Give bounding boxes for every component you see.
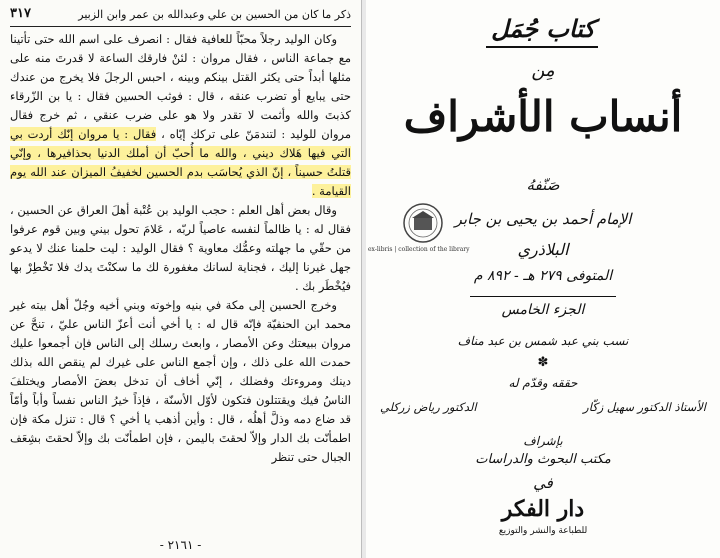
book-label: كتاب جُمَل <box>491 14 595 43</box>
death-date: المتوفى ٢٧٩ هـ - ٨٩٢ م <box>473 268 613 284</box>
supervision-label: بإشراف <box>523 434 563 448</box>
publisher-tagline: للطباعة والنشر والتوزيع <box>498 526 588 536</box>
research-office: مكتب البحوث والدراسات <box>475 452 611 467</box>
title-page <box>366 0 720 558</box>
running-head <box>10 6 351 24</box>
editor-2: الدكتور رياض زركلي <box>380 400 477 414</box>
from-label: مِن <box>531 60 555 81</box>
author-name: الإمام أحمد بن يحيى بن جابر <box>454 210 632 228</box>
edited-by-label: حققه وقدّم له <box>508 376 578 390</box>
in-label: في <box>533 474 553 492</box>
page-number-bottom: - ٢١٦١ - <box>159 538 202 552</box>
author-nisba: البلاذري <box>517 240 569 259</box>
publisher-name: دار الفكر <box>501 496 585 522</box>
paragraph-1 <box>10 30 351 201</box>
running-head-title: ذكر ما كان من الحسين بن علي وعبدالله بن عمر وابن الزبير <box>78 8 351 21</box>
body-text <box>10 30 351 530</box>
book-title: أنساب الأشراف <box>403 92 683 141</box>
editors <box>380 400 706 420</box>
highlighted-passage: فقال : يا مروان إنّك أردت بي التي فيها هَلاك ديني ، والله ما أُحبّ أن أملك الدنيا بحذافيرها ، وإنّي قتلتُ حسيناً ، إنّ الذي يُحاسَب بدم الحسين لخفيفُ الميزان عند الله يوم القيامة . <box>10 127 351 198</box>
authored-by-label: صَنّفهُ <box>526 176 560 194</box>
lineage-subtitle: نسب بني عبد شمس بن عبد مناف <box>457 334 629 348</box>
volume-rule <box>470 296 616 297</box>
paragraph-3 <box>10 296 351 467</box>
paragraph-2 <box>10 201 351 296</box>
header-rule <box>10 26 351 27</box>
paragraph-2-text: وقال بعض أهل العلم : حجب الوليد بن عُتْبة أهلَ العراق عن الحسين ، فقال له : يا ظالماً لنفسه عاصياً لربّه ، عَلامَ تحول بيني وبين قوم عرفوا من حقّي ما جهلته وعمُّك معاوية ؟ فقال الوليد : ليت حلمنا عنك لا يدعو جهل غيرنا إليك ، فجناية لسانك مغفورة لك ما سكنْتَ يدك فلا تَخْطِرْ بها فيُخْطَر بك . <box>10 203 351 293</box>
library-stamp-text: ex-libris | collection of the library <box>368 246 470 253</box>
library-seal-icon <box>402 202 444 244</box>
page-number-top: ٣١٧ <box>10 6 31 21</box>
title-rule <box>486 46 598 48</box>
ornament-icon: ✽ <box>537 355 549 370</box>
volume-label: الجزء الخامس <box>501 302 585 318</box>
paragraph-3-text: وخرج الحسين إلى مكة في بنيه وإخوته وبني أخيه وجُلّ أهل بيته غير محمد ابن الحنفيّة فإنّه قال له : يا أخي أنت أعزّ الناس عليّ ، تنحَّ عن مروان ببيعتك وعن الأمصار ، وابعث رسلك إلى الناس فإن أجمعوا عليك حمدت الله على ذلك ، وإن أجمع الناس على غيرك لم ينقص الله بذلك دينك ومروءتك وفضلك ، إنّي أخاف أن تدخل بعضَ الأمصار ويختلفَ الناسُ فيك ويقتتلون فتكون لأوّل الأسنّة ، فإذاً خيرُ الناس نفساً وأباً وأمّاً قد ضاع دمه وذلَّ أهلُه ، قال : وأين أذهب يا أخي ؟ قال : تنزل مكة فإن اطمأنّت بك الدار وإلاّ لحقتَ باليمن ، فإن اطمأنّت بك وإلاّ لحقتَ بشِعَف الجبال حتى تنظر <box>10 298 351 464</box>
editor-1: الأستاذ الدكتور سهيل زكّار <box>583 400 706 414</box>
paragraph-1-text: وكان الوليد رجلاً محبّاً للعافية فقال : انصرف على اسم الله حتى تأتينا مع جماعة الناس ، فقال مروان : لئنْ فارقك الساعة لا قدرتَ منه على مثلها أبداً حتى يكثر القتل بينكم وبينه ، احبس الرجلَ فلا يخرج من عندك حتى يبايع أو تضرب عنقه ، قال : فوثب الحسين فقال : يا بن الزّرقاء كذبتَ والله وأثمت لا تقدر ولا هو على ضرب عنقي ، ثم خرج فقال مروان للوليد : لتندمَنّ على تركك إيّاه ، <box>10 32 351 141</box>
